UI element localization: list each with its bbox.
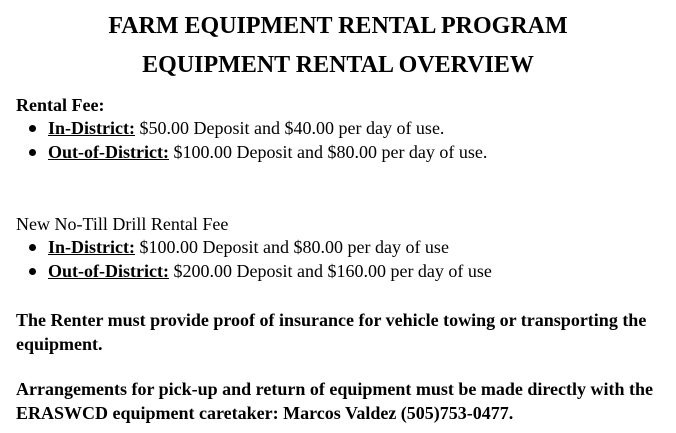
fee-text: $100.00 Deposit and $80.00 per day of use. [168,142,488,162]
bullet-icon [29,149,36,156]
fee-label-in-district: In-District: [48,237,135,257]
rental-fee-heading: Rental Fee: [16,95,105,115]
insurance-note: The Renter must provide proof of insurance for vehicle towing or transporting the equipment. [16,310,647,354]
bullet-icon [29,125,36,132]
list-item [0,235,492,259]
list-item [0,259,492,283]
no-till-heading: New No-Till Drill Rental Fee [16,214,229,234]
fee-text: $200.00 Deposit and $160.00 per day of use [168,261,492,281]
list-item [0,140,487,164]
fee-label-out-of-district: Out-of-District: [48,142,169,162]
bullet-icon [29,244,36,251]
page-subtitle: EQUIPMENT RENTAL OVERVIEW [142,52,534,78]
fee-label-in-district: In-District: [48,118,135,138]
rental-fee-list [0,116,487,164]
bullet-icon [29,268,36,275]
fee-text: $50.00 Deposit and $40.00 per day of use. [134,118,445,138]
list-item [0,116,487,140]
fee-label-out-of-district: Out-of-District: [48,261,169,281]
fee-text: $100.00 Deposit and $80.00 per day of use [134,237,449,257]
page-title: FARM EQUIPMENT RENTAL PROGRAM [108,13,568,39]
no-till-list [0,235,492,283]
arrangements-note: Arrangements for pick-up and return of equipment must be made directly with the ERASWCD equipment caretaker: Marcos Valdez (505)753-0477. [16,379,653,423]
